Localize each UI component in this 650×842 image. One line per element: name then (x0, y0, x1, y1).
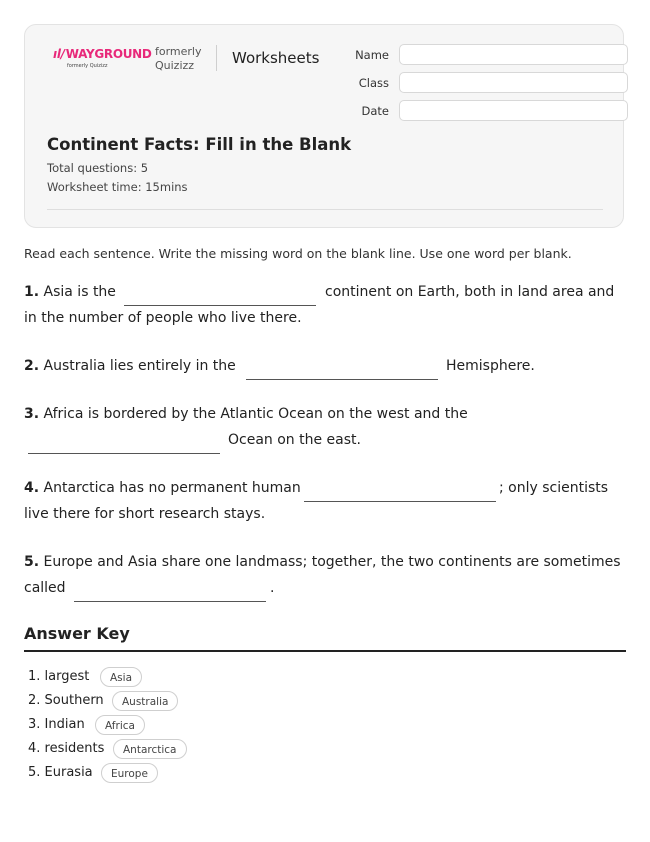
logo-mark-icon: ıl/ (53, 47, 65, 61)
class-field[interactable] (399, 72, 628, 93)
question-text-before: Europe and Asia share one landmass; together, the two continents are sometimes (43, 554, 621, 570)
answer-blank[interactable] (74, 601, 266, 602)
answer-key-divider (24, 650, 626, 652)
section-label: Worksheets (232, 49, 320, 67)
question-text-before: Australia lies entirely in the (43, 358, 236, 374)
formerly-line-2: Quizizz (155, 59, 195, 72)
question-text-after: ; only scientists (499, 480, 609, 496)
worksheet-title: Continent Facts: Fill in the Blank (47, 135, 352, 154)
answer-tag: Australia (112, 691, 178, 711)
logo-text: WAYGROUND (65, 47, 152, 61)
class-field-row (25, 72, 389, 94)
question-text-after: . (270, 580, 275, 596)
question-line (24, 284, 116, 300)
question-text-after: continent on Earth, both in land area and (325, 284, 615, 300)
answer-tag: Europe (101, 763, 158, 783)
answer-text: 2. Southern (28, 693, 104, 708)
name-label: Name (355, 48, 389, 62)
question-text-before: Asia is the (43, 284, 116, 300)
total-questions: Total questions: 5 (47, 161, 149, 175)
answer-text: 5. Eurasia (28, 765, 93, 780)
question-number: 5. (24, 554, 40, 570)
answer-blank[interactable] (28, 453, 220, 454)
question-text-before: Africa is bordered by the Atlantic Ocean on the west and the (43, 406, 468, 422)
header-divider (47, 209, 603, 210)
question-number: 3. (24, 406, 40, 422)
class-label: Class (358, 76, 389, 90)
question-text-line2: called (24, 580, 66, 596)
question-number: 1. (24, 284, 40, 300)
answer-tag: Antarctica (113, 739, 187, 759)
question-text-before: Antarctica has no permanent human (43, 480, 301, 496)
logo-subtext: formerly Quizizz (67, 63, 108, 69)
answer-blank[interactable] (124, 305, 316, 306)
answer-text: 3. Indian (28, 717, 85, 732)
date-field-row (25, 100, 389, 122)
answer-blank[interactable] (304, 501, 496, 502)
question-text-after: Hemisphere. (446, 358, 535, 374)
question-line (24, 480, 301, 496)
answer-text: 1. largest (28, 669, 90, 684)
date-field[interactable] (399, 100, 628, 121)
answer-text: 4. residents (28, 741, 105, 756)
answer-key-title: Answer Key (24, 624, 130, 643)
answer-tag: Asia (100, 667, 142, 687)
question-text-line2: in the number of people who live there. (24, 310, 302, 326)
answer-tag: Africa (95, 715, 145, 735)
instructions: Read each sentence. Write the missing word on the blank line. Use one word per blank. (24, 246, 572, 261)
date-label: Date (361, 104, 389, 118)
formerly-line-1: formerly (155, 45, 202, 58)
question-line (24, 358, 236, 374)
worksheet-header (24, 24, 624, 228)
question-number: 2. (24, 358, 40, 374)
name-field[interactable] (399, 44, 628, 65)
worksheet-time: Worksheet time: 15mins (47, 180, 188, 194)
question-text-after: Ocean on the east. (228, 432, 361, 448)
question-line (24, 406, 468, 422)
name-field-row (25, 44, 389, 66)
answer-blank[interactable] (246, 379, 438, 380)
question-line (24, 554, 621, 570)
question-text-line2: live there for short research stays. (24, 506, 266, 522)
question-number: 4. (24, 480, 40, 496)
